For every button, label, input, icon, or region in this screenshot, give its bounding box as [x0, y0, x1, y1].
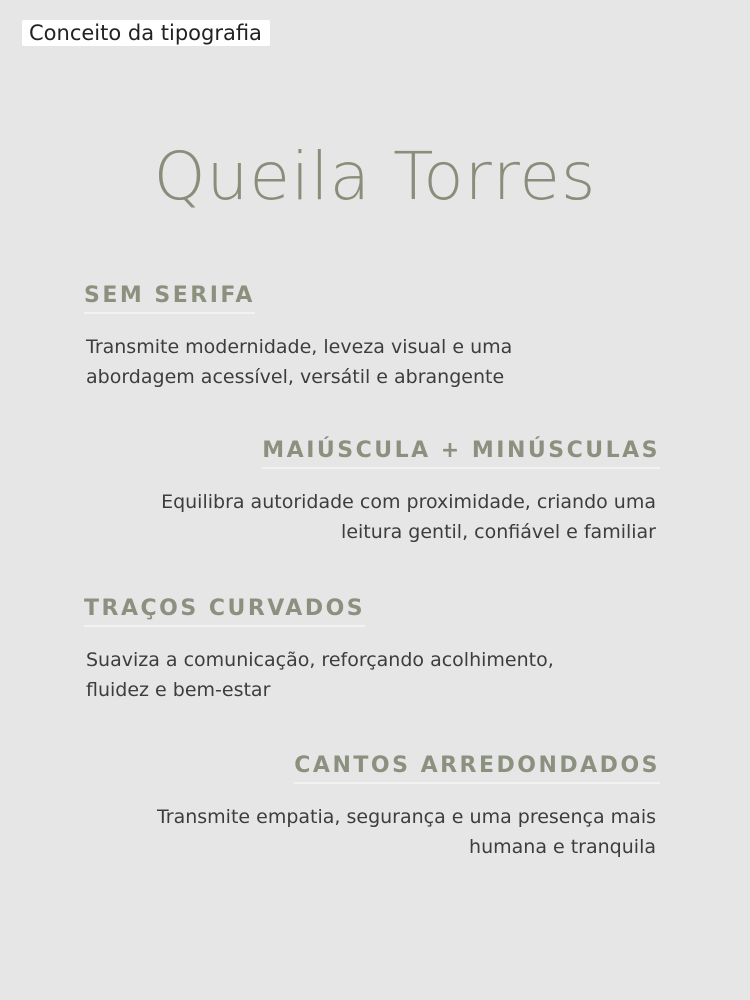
description-line: fluidez e bem-estar [86, 679, 271, 701]
description-line: Transmite empatia, segurança e uma presença mais [156, 806, 656, 828]
description-line: leitura gentil, confiável e familiar [341, 521, 656, 543]
section-title: TRAÇOS CURVADOS [84, 596, 365, 627]
section-title: MAIÚSCULA + MINÚSCULAS [262, 438, 660, 469]
header-tag: Conceito da tipografia [22, 20, 270, 46]
section-cantos-arredondados [84, 753, 660, 862]
section-description [84, 802, 660, 862]
description-line: Suaviza a comunicação, reforçando acolhimento, [86, 649, 554, 671]
section-description [84, 332, 660, 392]
description-line: Equilibra autoridade com proximidade, criando uma [161, 491, 656, 513]
section-maiuscula-minusculas [84, 438, 660, 547]
description-line: Transmite modernidade, leveza visual e uma [86, 336, 513, 358]
section-description [84, 645, 660, 705]
description-line: abordagem acessível, versátil e abrangente [86, 366, 505, 388]
brand-name: Queila Torres [153, 138, 597, 215]
section-title: CANTOS ARREDONDADOS [294, 753, 660, 784]
section-description [84, 487, 660, 547]
section-tracos-curvados [84, 596, 660, 705]
description-line: humana e tranquila [469, 836, 656, 858]
section-title: SEM SERIFA [84, 283, 255, 314]
section-sem-serifa [84, 283, 660, 392]
